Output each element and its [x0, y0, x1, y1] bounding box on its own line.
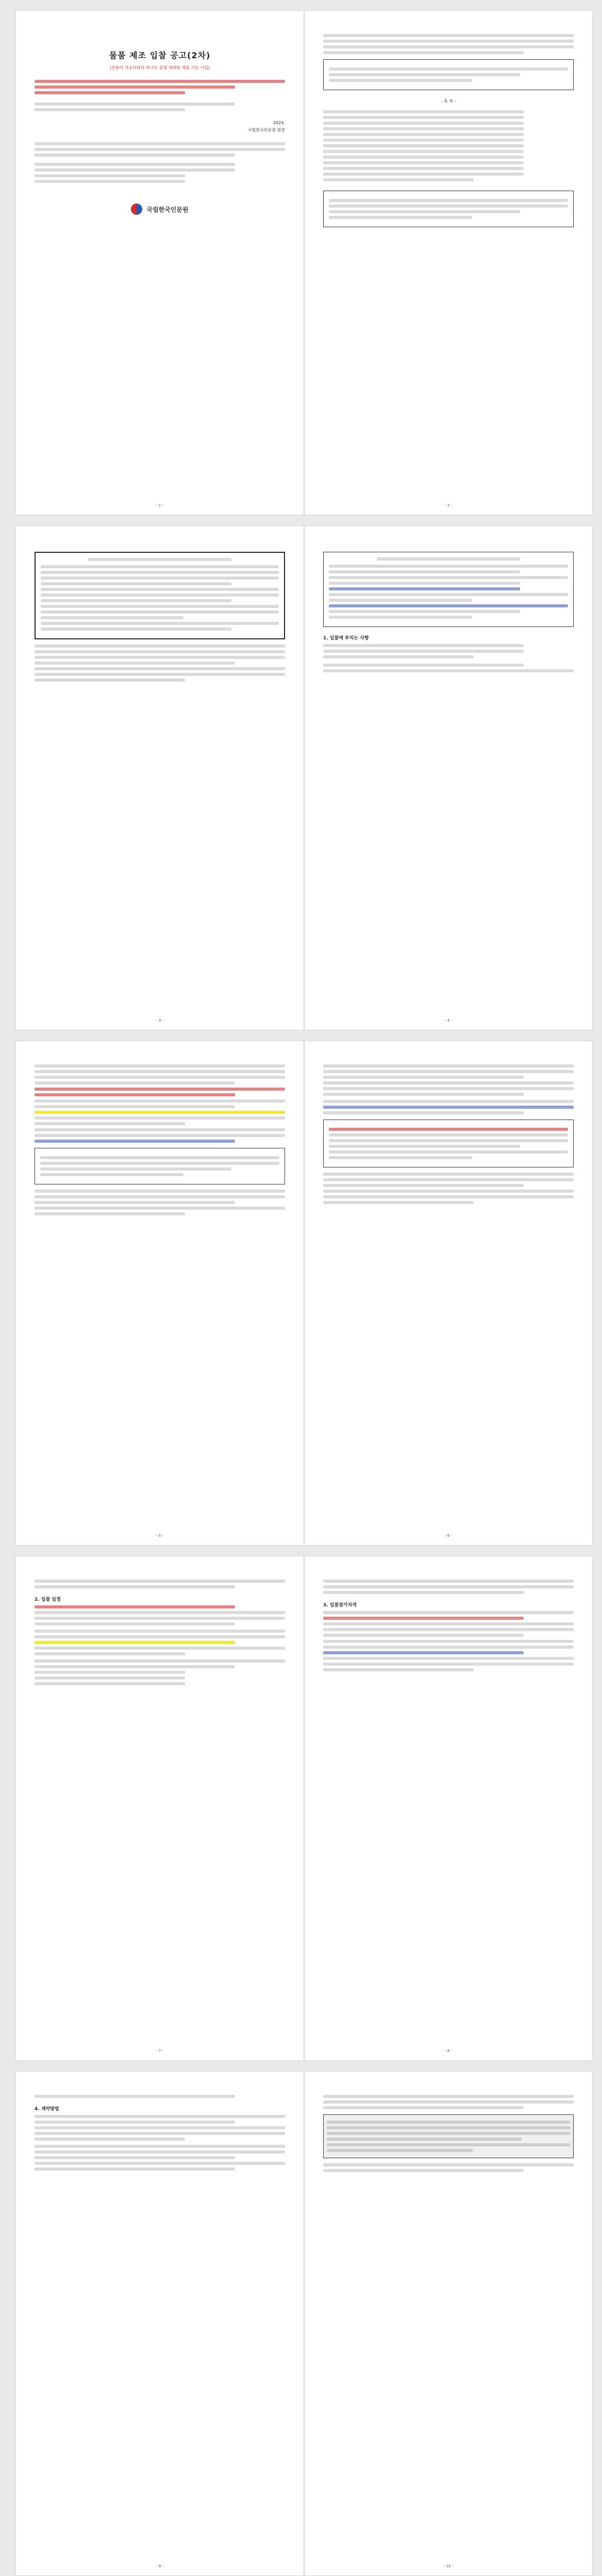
page-4: [304, 526, 593, 1030]
org-logo-text: 국립한국인문원: [146, 206, 189, 213]
section-contract: 4. 계약방법: [35, 2107, 59, 2112]
page-8: [304, 1556, 593, 2061]
page-5: [15, 1041, 304, 1546]
document-title: 물품 제조 입찰 공고(2차): [109, 50, 211, 60]
page-number: - 1 -: [156, 503, 163, 507]
document-subtitle: (전용어 카운터파티 하나로 증빙 제외된 제출 가능 사업): [109, 65, 210, 70]
page-7: [15, 1556, 304, 2061]
page-number: - 8 -: [445, 2049, 452, 2053]
section-qualification: 3. 입찰참가자격: [323, 1603, 357, 1608]
page-1: [15, 10, 304, 515]
section-general: 1. 입찰에 부치는 사항: [323, 636, 369, 641]
page-number: - 4 -: [445, 1019, 452, 1023]
org-logo-mark: [131, 204, 142, 215]
page-number: - 10 -: [443, 2564, 454, 2568]
toc-label: - 목 차 -: [441, 99, 456, 104]
page-number: - 6 -: [445, 1534, 452, 1538]
page-number: - 2 -: [445, 503, 452, 507]
issuer-line: 국립한국인문원 원장: [247, 128, 285, 132]
section-schedule: 2. 입찰 일정: [35, 1597, 61, 1602]
page-number: - 3 -: [156, 1019, 163, 1023]
page-number: - 5 -: [156, 1534, 163, 1538]
page-3: [15, 526, 304, 1030]
page-number: - 7 -: [156, 2049, 163, 2053]
page-number: - 9 -: [156, 2564, 163, 2568]
page-10: [304, 2071, 593, 2576]
page-2: [304, 10, 593, 515]
date-line: 2024.: [273, 121, 285, 125]
page-9: [15, 2071, 304, 2576]
page-6: [304, 1041, 593, 1546]
org-logo: [35, 204, 285, 215]
